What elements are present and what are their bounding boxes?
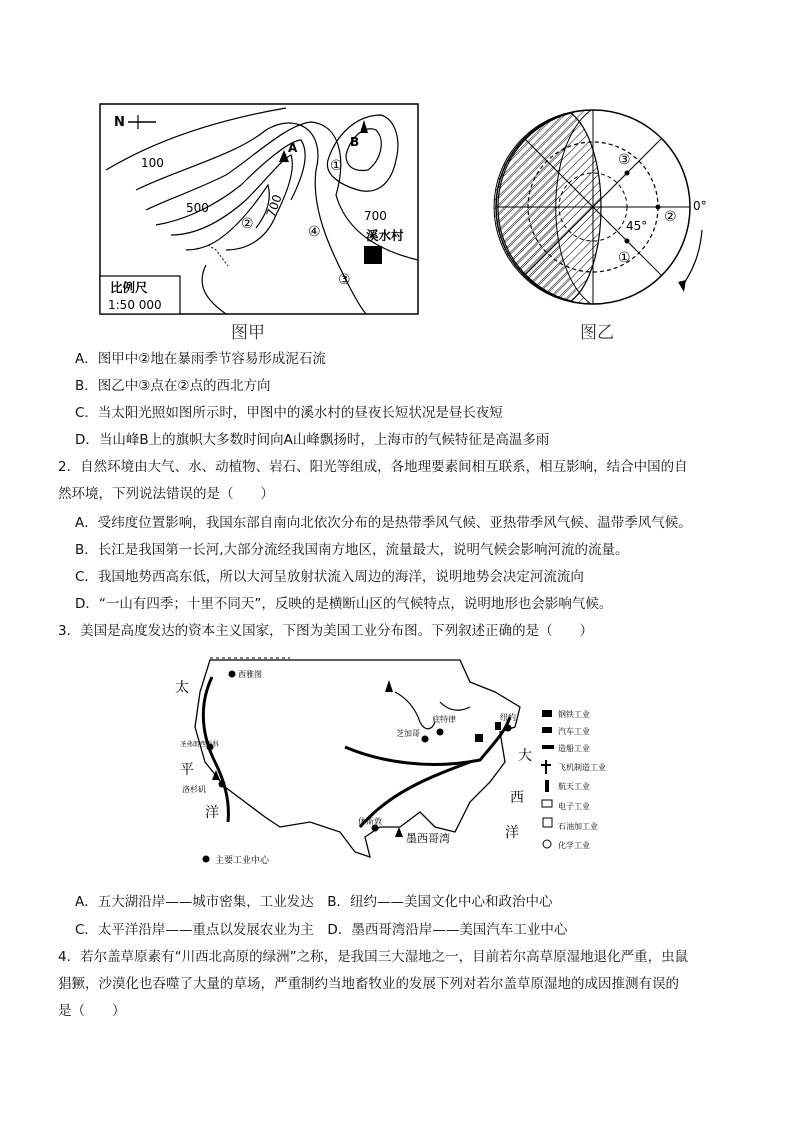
gulf-label: 墨西哥湾 [406,832,450,845]
industry-legend [541,709,606,850]
city-detroit: 底特律 [432,715,456,724]
q4-line-1: 4．若尔盖草原素有“川西北高原的绿洲”之称，是我国三大湿地之一，目前若尔高草原湿地退化严重，虫鼠 [58,949,689,965]
q2-option-d: D．“一山有四季；十里不同天”，反映的是横断山区的气候特点，说明地形也会影响气候。 [75,596,613,612]
q1-option-d: D．当山峰B上的旗帜大多数时间向A山峰飘扬时，上海市的气候特征是高温多雨 [75,432,550,448]
polar-marker-2: ② [664,209,677,225]
marker-1: ① [330,158,343,174]
scale-value: 1:50 000 [108,298,162,312]
svg-text:西: 西 [510,790,524,806]
q2-stem-2: 然环境，下列说法错误的是（ ） [58,486,274,502]
svg-text:飞机制造工业: 飞机制造工业 [558,763,606,772]
q3-stem: 3．美国是高度发达的资本主义国家，下图为美国工业分布图。下列叙述正确的是（ ） [58,623,594,639]
q3-options-row2: C．太平洋沿岸——重点以发展农业为主 D．墨西哥湾沿岸——美国汽车工业中心 [75,922,568,938]
us-map-svg [170,652,630,882]
us-industry-map [170,652,630,882]
village-label: 溪水村 [366,228,404,243]
q2-option-a: A．受纬度位置影响，我国东部自南向北依次分布的是热带季风气候、亚热带季风气候、温带季风气候。 [75,515,692,531]
polar-marker-3: ③ [618,152,631,168]
svg-text:钢铁工业: 钢铁工业 [558,710,590,719]
scale-title: 比例尺 [110,280,148,295]
figure-jia [96,100,421,345]
city-newyork: 纽约 [500,713,516,722]
city-la: 洛杉矶 [182,785,206,794]
contour-label-700b: 700 [364,209,387,223]
svg-text:洋: 洋 [205,805,219,821]
north-label: N [114,115,125,130]
zero-meridian-label: 0° [693,199,707,213]
svg-text:石油加工业: 石油加工业 [558,822,598,831]
city-seattle: 西雅图 [238,670,262,679]
svg-text:造船工业: 造船工业 [558,744,590,753]
polar-marker-1: ① [618,250,631,266]
us-outline [195,660,520,857]
svg-text:洋: 洋 [505,825,519,841]
marker-2: ② [241,216,254,232]
svg-text:太: 太 [175,680,189,696]
angle-label: 45° [626,219,648,233]
q1-option-c: C．当太阳光照如图所示时，甲图中的溪水村的昼夜长短状况是昼长夜短 [75,405,503,421]
peak-a-label: A [288,141,298,155]
q1-option-a: A．图甲中②地在暴雨季节容易形成泥石流 [75,351,326,367]
q4-line-2: 猖獗，沙漠化也吞噬了大量的草场，严重制约当地畜牧业的发展下列对若尔盖草原湿地的成因推测有误的 [58,976,679,992]
svg-text:电子工业: 电子工业 [558,802,590,811]
rotation-arrow-icon [678,280,686,292]
svg-text:大: 大 [518,748,532,764]
city-houston: 休斯敦 [358,817,382,826]
peak-b-label: B [350,135,360,149]
q1-option-b: B．图乙中③点在②点的西北方向 [75,378,271,394]
legend-center: 主要工业中心 [215,856,270,866]
svg-text:汽车工业: 汽车工业 [558,727,590,736]
polar-diagram [486,100,716,345]
svg-text:平: 平 [180,762,194,778]
contour-label-500: 500 [186,201,209,215]
contour-label-700a: 700 [263,192,285,220]
marker-4: ④ [308,224,321,240]
q4-line-3: 是（ ） [58,1003,126,1019]
contour-label-100: 100 [141,156,164,170]
village-icon [364,246,382,264]
figure-yi [486,100,716,345]
q2-option-b: B．长江是我国第一长河,大部分流经我国南方地区，流量最大，说明气候会影响河流的流量。 [75,542,629,558]
marker-3: ③ [338,272,351,288]
contour-map [96,100,421,345]
q2-option-c: C．我国地势西高东低，所以大河呈放射状流入周边的海洋，说明地势会决定河流流向 [75,569,584,585]
q3-options-row1: A．五大湖沿岸——城市密集，工业发达 B．纽约——美国文化中心和政治中心 [75,894,553,910]
svg-text:化学工业: 化学工业 [558,841,590,850]
svg-text:航天工业: 航天工业 [558,782,590,791]
caption-jia: 图甲 [231,323,265,343]
q2-stem-1: 2．自然环境由大气、水、动植物、岩石、阳光等组成，各地理要素间相互联系，相互影响，结合中国的自 [58,459,688,475]
city-sf: 圣弗朗西斯科 [180,740,219,748]
city-chicago: 芝加哥 [396,729,420,738]
caption-yi: 图乙 [580,323,614,343]
